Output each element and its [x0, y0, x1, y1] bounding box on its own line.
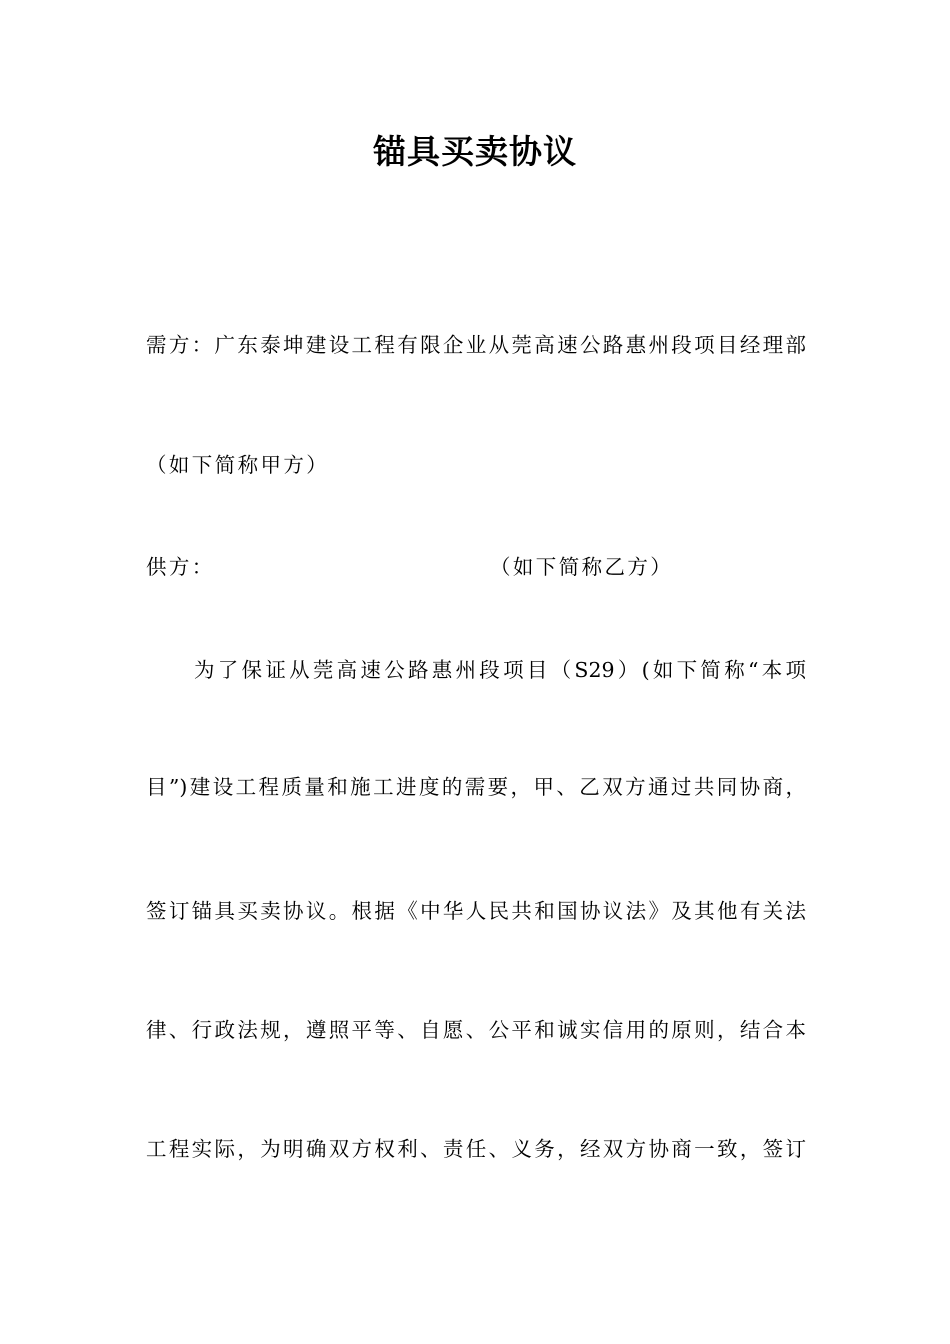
- buyer-line: 需方：广东泰坤建设工程有限企业从莞高速公路惠州段项目经理部: [146, 333, 806, 357]
- paragraph-line: 目”)建设工程质量和施工进度的需要，甲、乙双方通过共同协商，: [146, 775, 806, 799]
- buyer-note: （如下简称甲方）: [146, 453, 330, 477]
- paragraph-line: 签订锚具买卖协议。根据《中华人民共和国协议法》及其他有关法: [146, 899, 806, 923]
- seller-label: 供方：: [146, 555, 215, 579]
- paragraph-line: 为了保证从莞高速公路惠州段项目（S29）(如下简称“本项: [194, 658, 806, 682]
- seller-note: （如下简称乙方）: [490, 555, 674, 579]
- paragraph-line: 工程实际，为明确双方权利、责任、义务，经双方协商一致，签订: [146, 1137, 806, 1161]
- document-title: 锚具买卖协议: [373, 132, 577, 171]
- paragraph-line: 律、行政法规，遵照平等、自愿、公平和诚实信用的原则，结合本: [146, 1018, 806, 1042]
